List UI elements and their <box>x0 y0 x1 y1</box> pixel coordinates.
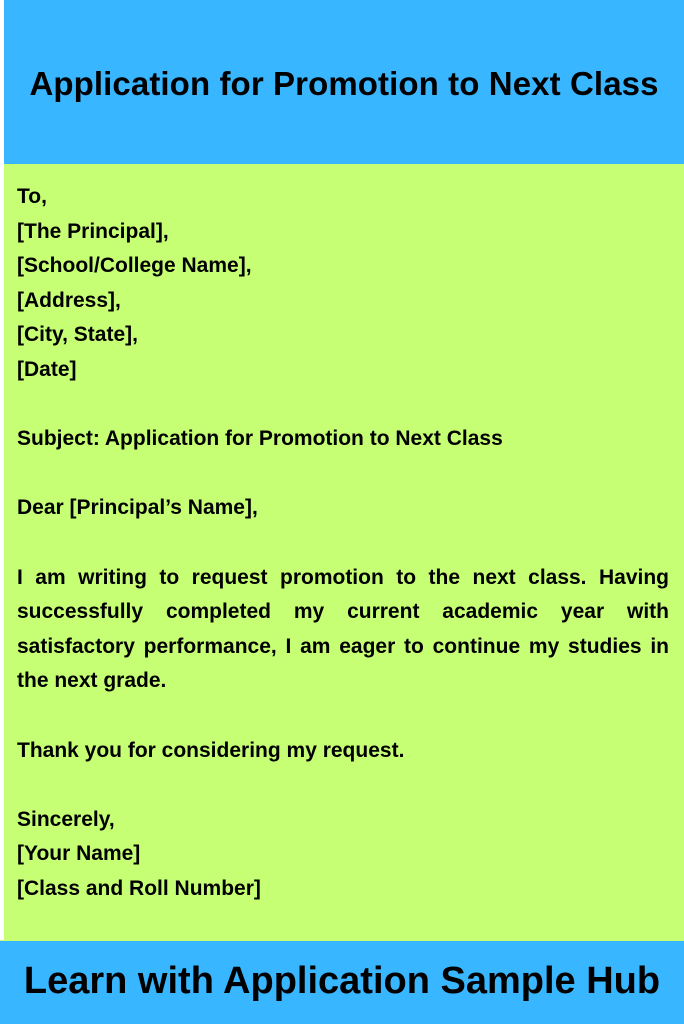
letter-body-paragraph: I am writing to request promotion to the next class. Having successfully completed my current academic year with satisfactory performance, I am eager to continue my studies in the next grade. <box>17 565 669 693</box>
recipient-address-block <box>17 180 669 388</box>
page-title: Application for Promotion to Next Class <box>29 65 659 102</box>
recipient-line: [City, State], <box>17 323 138 347</box>
spacer <box>17 388 669 423</box>
spacer <box>17 768 669 803</box>
closing-line: [Class and Roll Number] <box>17 876 261 900</box>
letter-subject: Subject: Application for Promotion to Next Class <box>17 427 503 451</box>
signature-block <box>17 803 669 907</box>
letter-salutation: Dear [Principal’s Name], <box>17 496 258 520</box>
recipient-line: To, <box>17 185 47 208</box>
closing-line: Sincerely, <box>17 807 115 831</box>
footer-banner <box>0 941 684 1024</box>
spacer <box>17 526 669 561</box>
recipient-line: [Address], <box>17 288 121 312</box>
letter-content <box>17 180 669 906</box>
spacer <box>17 699 669 734</box>
letter-thanks: Thank you for considering my request. <box>17 738 405 762</box>
closing-line: [Your Name] <box>17 842 141 866</box>
recipient-line: [School/College Name], <box>17 254 252 278</box>
header-banner <box>4 0 684 164</box>
recipient-line: [Date] <box>17 357 77 381</box>
footer-brand-text: Learn with Application Sample Hub <box>23 960 661 1002</box>
recipient-line: [The Principal], <box>17 219 169 243</box>
spacer <box>17 457 669 492</box>
